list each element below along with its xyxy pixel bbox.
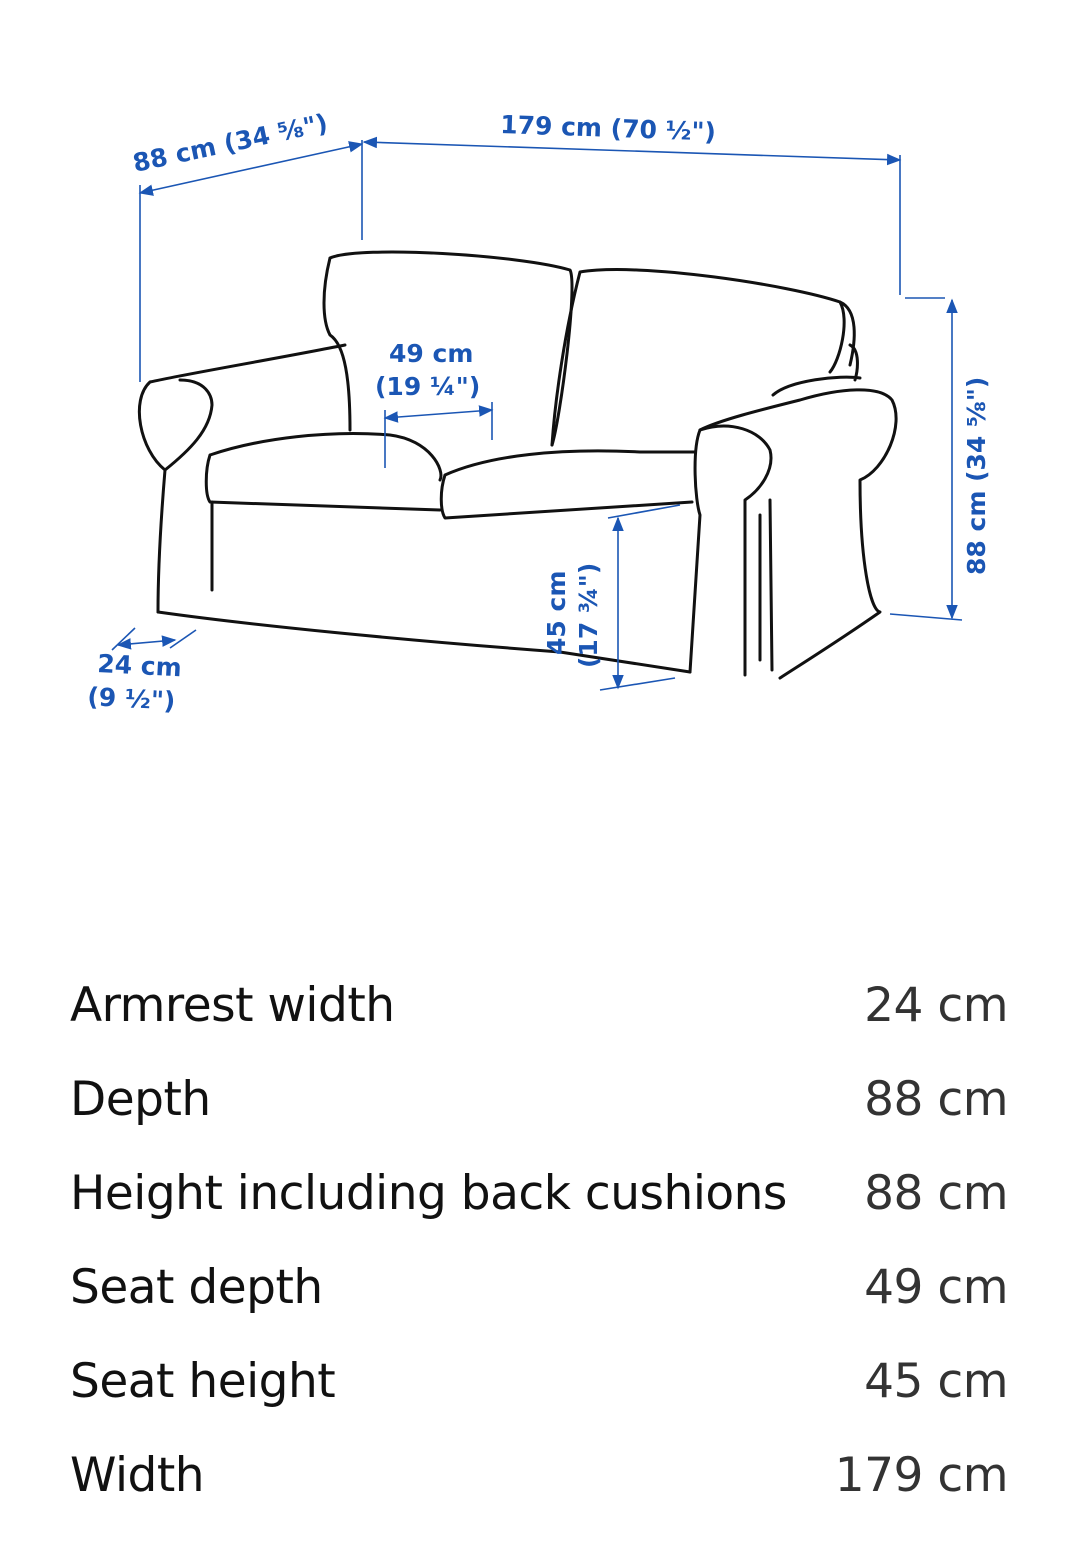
spec-value: 88 cm: [864, 1071, 1008, 1127]
spec-row-height: [70, 1146, 1008, 1240]
spec-value: 24 cm: [864, 977, 1008, 1033]
armrest-in-label: (9 ½"): [86, 682, 176, 716]
spec-value: 179 cm: [834, 1447, 1008, 1503]
spec-label: Width: [70, 1447, 205, 1503]
seat-depth-in-label: (19 ¼"): [375, 372, 481, 401]
spec-row-armrest-width: [70, 958, 1008, 1052]
spec-label: Depth: [70, 1071, 211, 1127]
spec-row-seat-depth: [70, 1240, 1008, 1334]
spec-row-depth: [70, 1052, 1008, 1146]
spec-label: Height including back cushions: [70, 1165, 787, 1221]
spec-label: Seat height: [70, 1353, 336, 1409]
spec-value: 88 cm: [864, 1165, 1008, 1221]
dimension-spec-list: [70, 958, 1008, 1522]
dimension-lines: [112, 140, 962, 690]
width-dimension-label: 179 cm (70 ½"): [499, 110, 717, 147]
spec-value: 49 cm: [864, 1259, 1008, 1315]
seat-height-in-label: (17 ¾"): [574, 562, 603, 668]
height-dimension-label: 88 cm (34 ⅝"): [962, 376, 991, 575]
seat-height-cm-label: 45 cm: [542, 570, 571, 655]
armrest-cm-label: 24 cm: [96, 649, 183, 683]
spec-value: 45 cm: [864, 1353, 1008, 1409]
spec-label: Seat depth: [70, 1259, 323, 1315]
depth-dimension-label: 88 cm (34 ⅝"): [130, 108, 331, 178]
spec-row-width: [70, 1428, 1008, 1522]
seat-depth-cm-label: 49 cm: [389, 339, 474, 368]
spec-row-seat-height: [70, 1334, 1008, 1428]
sofa-illustration: [139, 252, 896, 678]
spec-label: Armrest width: [70, 977, 395, 1033]
